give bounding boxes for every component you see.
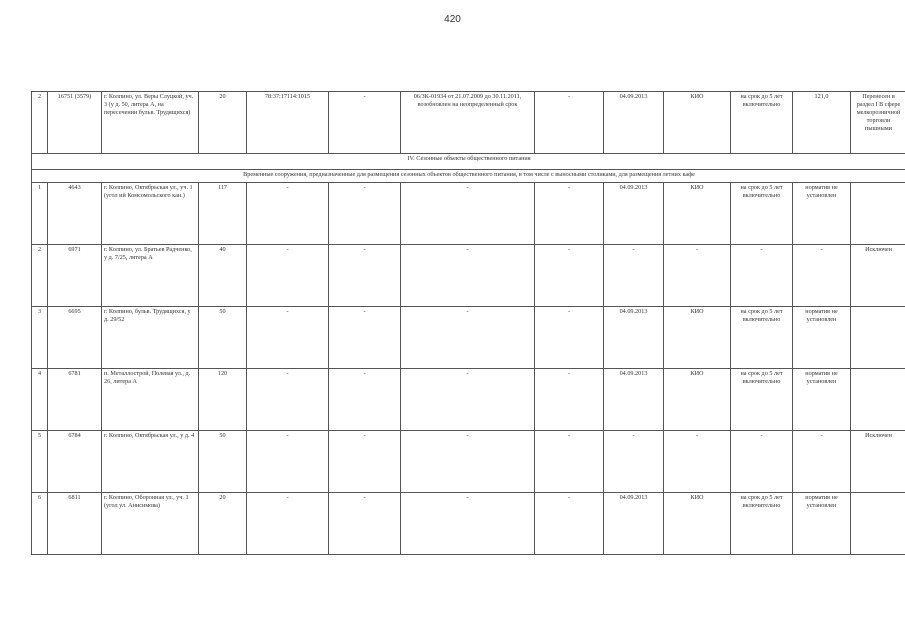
cell-col8: - (535, 92, 604, 154)
cell-id: 6811 (48, 493, 102, 555)
cell-org: КИО (664, 307, 731, 369)
cell-contract: 06/ЗК-01934 от 21.07.2009 до 30.11.2011, возобновлен на неопределенный срок (401, 92, 535, 154)
cell-note: Исключен (851, 431, 905, 493)
table-row (32, 431, 905, 493)
cell-area: 50 (199, 307, 247, 369)
cell-col8: - (535, 183, 604, 245)
section-title: IV. Сезонные объекты общественного питания (32, 154, 905, 170)
cell-col7: - (401, 493, 535, 555)
cell-id: 16751 (3579) (48, 92, 102, 154)
cell-note (851, 183, 905, 245)
cell-col8: - (535, 307, 604, 369)
table-row (32, 307, 905, 369)
cell-col5: - (247, 369, 329, 431)
cell-col7: - (401, 369, 535, 431)
cell-col7: - (401, 183, 535, 245)
table-row (32, 493, 905, 555)
cell-org: КИО (664, 92, 731, 154)
table-row (32, 369, 905, 431)
cell-date: - (604, 245, 664, 307)
cell-col5: - (247, 307, 329, 369)
cell-org: - (664, 431, 731, 493)
cell-address: г. Колпино, Октябрьская ул., у д. 4 (102, 431, 199, 493)
cell-note: Исключен (851, 245, 905, 307)
cell-norm: - (793, 245, 851, 307)
cell-id: 4643 (48, 183, 102, 245)
cell-number: 2 (32, 245, 48, 307)
cell-col6: - (329, 92, 401, 154)
cell-id: 6695 (48, 307, 102, 369)
cell-col5: - (247, 183, 329, 245)
cell-col6: - (329, 307, 401, 369)
cell-date: 04.09.2013 (604, 307, 664, 369)
section-row (32, 154, 905, 170)
cell-note (851, 307, 905, 369)
cell-col6: - (329, 183, 401, 245)
cell-number: 1 (32, 183, 48, 245)
cell-col5: - (247, 245, 329, 307)
cell-norm: норматив не установлен (793, 493, 851, 555)
cell-org: КИО (664, 183, 731, 245)
cell-address: п. Металлострой, Полевая ул., д. 26, литера А (102, 369, 199, 431)
cell-term: - (731, 245, 793, 307)
subsection-row (32, 170, 905, 183)
cell-col5: - (247, 493, 329, 555)
cell-org: - (664, 245, 731, 307)
cell-col6: - (329, 431, 401, 493)
cell-norm: норматив не установлен (793, 307, 851, 369)
cell-number: 3 (32, 307, 48, 369)
registry-table (31, 91, 905, 555)
cell-address: г. Колпино, ул. Веры Слуцкой, уч. 3 (у д. 50, литера А, на пересечении бульв. Трудящихся) (102, 92, 199, 154)
cell-address: г. Колпино, Оборонная ул., уч. 1 (угол ул. Анисимова) (102, 493, 199, 555)
cell-address: г. Колпино, Октябрьская ул., уч. 1 (угол ий Комсомольского кан.) (102, 183, 199, 245)
cell-area: 117 (199, 183, 247, 245)
cell-area: 40 (199, 245, 247, 307)
cell-org: КИО (664, 493, 731, 555)
cell-number: 6 (32, 493, 48, 555)
cell-address: г. Колпино, ул. Братьев Радченко, у д. 7/25, литера А (102, 245, 199, 307)
cell-id: 6971 (48, 245, 102, 307)
cell-area: 20 (199, 92, 247, 154)
cell-cadastral: 78:37:17114:1015 (247, 92, 329, 154)
cell-col8: - (535, 369, 604, 431)
subsection-title: Временные сооружения, предназначенные для размещения сезонных объектов общественного питания, в том числе с выносными столиками, для размещения летних кафе (32, 170, 905, 183)
cell-area: 120 (199, 369, 247, 431)
cell-note (851, 369, 905, 431)
cell-note (851, 493, 905, 555)
cell-norm: норматив не установлен (793, 183, 851, 245)
cell-norm: 121,0 (793, 92, 851, 154)
table-row (32, 245, 905, 307)
table-row (32, 183, 905, 245)
cell-col5: - (247, 431, 329, 493)
cell-address: г. Колпино, бульв. Трудящихся, у д. 29/52 (102, 307, 199, 369)
cell-date: 04.09.2013 (604, 92, 664, 154)
cell-area: 20 (199, 493, 247, 555)
cell-number: 4 (32, 369, 48, 431)
cell-term: на срок до 5 лет включительно (731, 183, 793, 245)
cell-col7: - (401, 431, 535, 493)
cell-col7: - (401, 307, 535, 369)
cell-col6: - (329, 245, 401, 307)
cell-term: на срок до 5 лет включительно (731, 307, 793, 369)
cell-norm: - (793, 431, 851, 493)
cell-date: 04.09.2013 (604, 493, 664, 555)
cell-col6: - (329, 369, 401, 431)
cell-col8: - (535, 493, 604, 555)
cell-date: 04.09.2013 (604, 183, 664, 245)
cell-id: 6784 (48, 431, 102, 493)
cell-term: на срок до 5 лет включительно (731, 493, 793, 555)
cell-col7: - (401, 245, 535, 307)
page-number: 420 (444, 14, 461, 25)
cell-org: КИО (664, 369, 731, 431)
cell-area: 50 (199, 431, 247, 493)
cell-norm: норматив не установлен (793, 369, 851, 431)
cell-number: 2 (32, 92, 48, 154)
cell-col8: - (535, 431, 604, 493)
cell-term: на срок до 5 лет включительно (731, 92, 793, 154)
cell-col6: - (329, 493, 401, 555)
table-row (32, 92, 905, 154)
cell-date: 04.09.2013 (604, 369, 664, 431)
cell-col8: - (535, 245, 604, 307)
cell-note: Перенесен в раздел I В сфере мелкорозничной торговли пышными (851, 92, 905, 154)
cell-term: - (731, 431, 793, 493)
cell-id: 6781 (48, 369, 102, 431)
cell-term: на срок до 5 лет включительно (731, 369, 793, 431)
cell-date: - (604, 431, 664, 493)
cell-number: 5 (32, 431, 48, 493)
